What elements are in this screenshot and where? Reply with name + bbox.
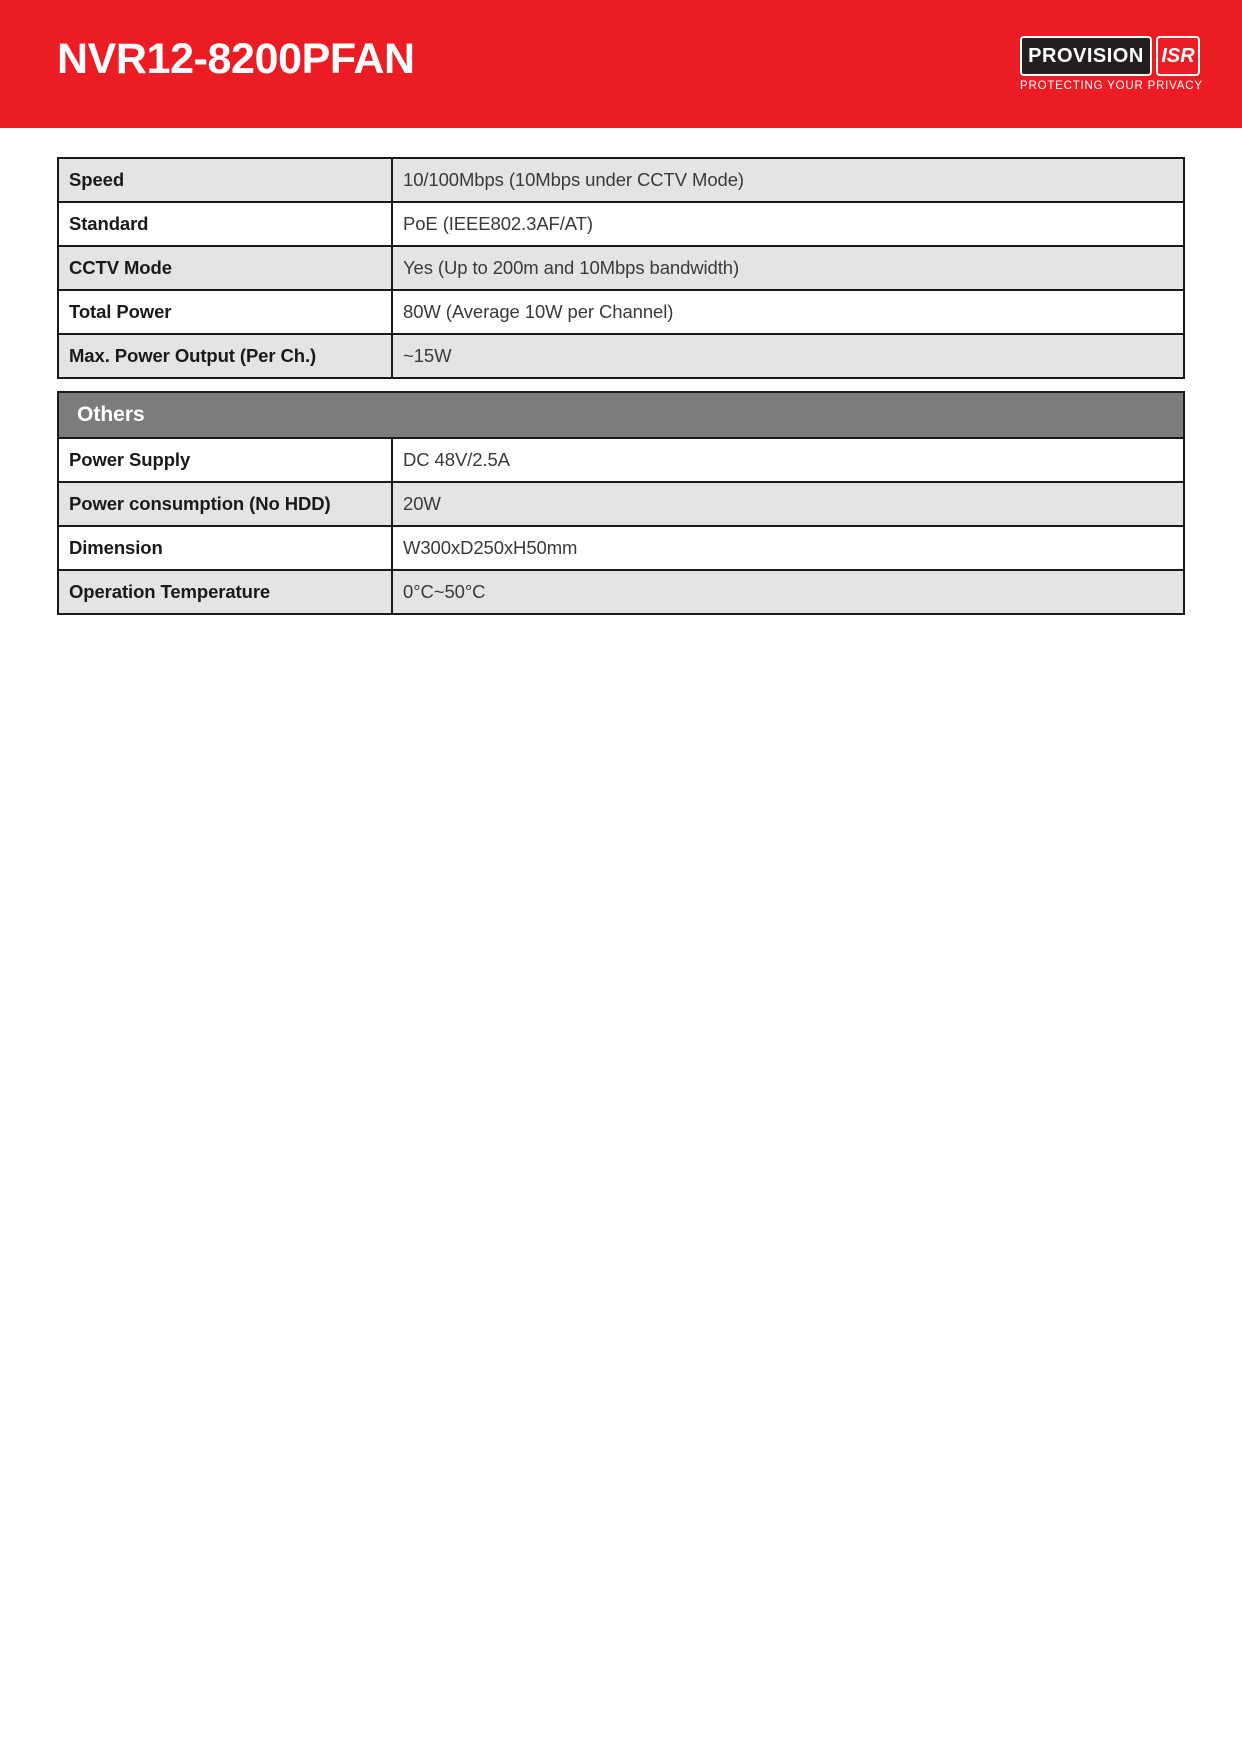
spec-label: Dimension — [58, 526, 392, 570]
isr-wordmark: ISR — [1161, 45, 1195, 67]
spec-label: Power consumption (No HDD) — [58, 482, 392, 526]
table-row — [58, 334, 1184, 378]
table-row — [58, 246, 1184, 290]
section-header-row — [58, 392, 1184, 438]
provision-wordmark: PROVISION — [1028, 45, 1144, 67]
spec-label: Power Supply — [58, 438, 392, 482]
table-row — [58, 482, 1184, 526]
table-row — [58, 158, 1184, 202]
spec-value: 80W (Average 10W per Channel) — [392, 290, 1184, 334]
spec-value: PoE (IEEE802.3AF/AT) — [392, 202, 1184, 246]
spec-value: ~15W — [392, 334, 1184, 378]
spec-value: 20W — [392, 482, 1184, 526]
page-title: NVR12-8200PFAN — [57, 35, 415, 83]
spec-value: DC 48V/2.5A — [392, 438, 1184, 482]
provision-logo-icon — [1020, 36, 1152, 76]
brand-logo — [1020, 36, 1203, 93]
spec-label: Speed — [58, 158, 392, 202]
spec-value: 0°C~50°C — [392, 570, 1184, 614]
table-row — [58, 526, 1184, 570]
spec-label: Standard — [58, 202, 392, 246]
spec-label: Total Power — [58, 290, 392, 334]
table-row — [58, 438, 1184, 482]
spec-value: Yes (Up to 200m and 10Mbps bandwidth) — [392, 246, 1184, 290]
spec-table-others — [57, 391, 1185, 615]
spec-sheet-body — [0, 128, 1242, 615]
spec-value: W300xD250xH50mm — [392, 526, 1184, 570]
table-row — [58, 202, 1184, 246]
section-title-others: Others — [58, 392, 1184, 438]
spec-label: Operation Temperature — [58, 570, 392, 614]
isr-logo-icon — [1156, 36, 1200, 76]
table-row — [58, 570, 1184, 614]
page-header — [0, 0, 1242, 128]
spec-table-poe — [57, 157, 1185, 379]
logo-tagline: PROTECTING YOUR PRIVACY — [1020, 80, 1203, 92]
spec-value: 10/100Mbps (10Mbps under CCTV Mode) — [392, 158, 1184, 202]
spec-label: Max. Power Output (Per Ch.) — [58, 334, 392, 378]
logo-marks — [1020, 36, 1200, 76]
spec-label: CCTV Mode — [58, 246, 392, 290]
table-row — [58, 290, 1184, 334]
